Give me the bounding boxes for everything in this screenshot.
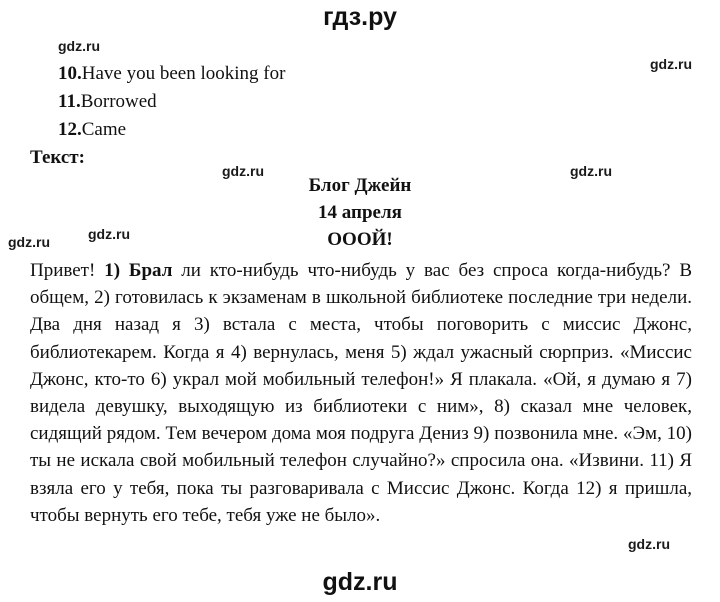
watermark: gdz.ru xyxy=(88,226,130,242)
blog-bold-start: 1) Брал xyxy=(104,260,173,281)
watermark: gdz.ru xyxy=(628,536,670,552)
watermark: gdz.ru xyxy=(58,38,100,54)
watermark: gdz.ru xyxy=(570,163,612,179)
blog-intro: Привет! xyxy=(30,260,105,281)
answer-text: Have you been looking for xyxy=(81,63,286,84)
answer-item xyxy=(58,116,285,144)
site-footer-title: gdz.ru xyxy=(322,568,398,596)
watermark: gdz.ru xyxy=(222,163,264,179)
watermark: gdz.ru xyxy=(650,56,692,72)
answer-item xyxy=(58,60,285,88)
blog-body xyxy=(30,257,692,529)
answer-list xyxy=(58,60,285,144)
blog-headline: ОООЙ! xyxy=(327,229,393,250)
watermark: gdz.ru xyxy=(8,234,50,250)
section-label: Текст: xyxy=(30,147,85,168)
blog-title: Блог Джейн xyxy=(308,175,412,196)
answer-text: Came xyxy=(81,119,127,140)
answer-item xyxy=(58,88,285,116)
site-header-title: гдз.ру xyxy=(323,3,397,31)
blog-body-text: ли кто-нибудь что-нибудь у вас без спроса когда-нибудь? В общем, 2) готовилась к экзаменам в школьной библиотеке последние три недели. Два дня назад я 3) встала с места, чтобы поговорить с миссис Джонс, библиотекарем. Когда я 4) вернулась, меня 5) ждал ужасный сюрприз. «Миссис Джонс, кто-то 6) украл мой мобильный телефон!» Я плакала. «Ой, я думаю я 7) видела девушку, выходящую из библиотеки с ним», 8) сказал мне человек, сидящий рядом. Тем вечером дома моя подруга Дениз 9) позвонила мне. «Эм, 10) ты не искала свой мобильный телефон случайно?» спросила она. «Извини. 11) Я взяла его у тебя, пока ты разговаривала с Миссис Джонс. Когда 12) я пришла, чтобы вернуть его тебе, тебя уже не было». xyxy=(30,260,692,526)
answer-number: 10. xyxy=(58,63,82,84)
answer-text: Borrowed xyxy=(80,91,157,112)
answer-number: 11. xyxy=(58,91,81,112)
answer-number: 12. xyxy=(58,119,82,140)
blog-date: 14 апреля xyxy=(318,202,402,223)
